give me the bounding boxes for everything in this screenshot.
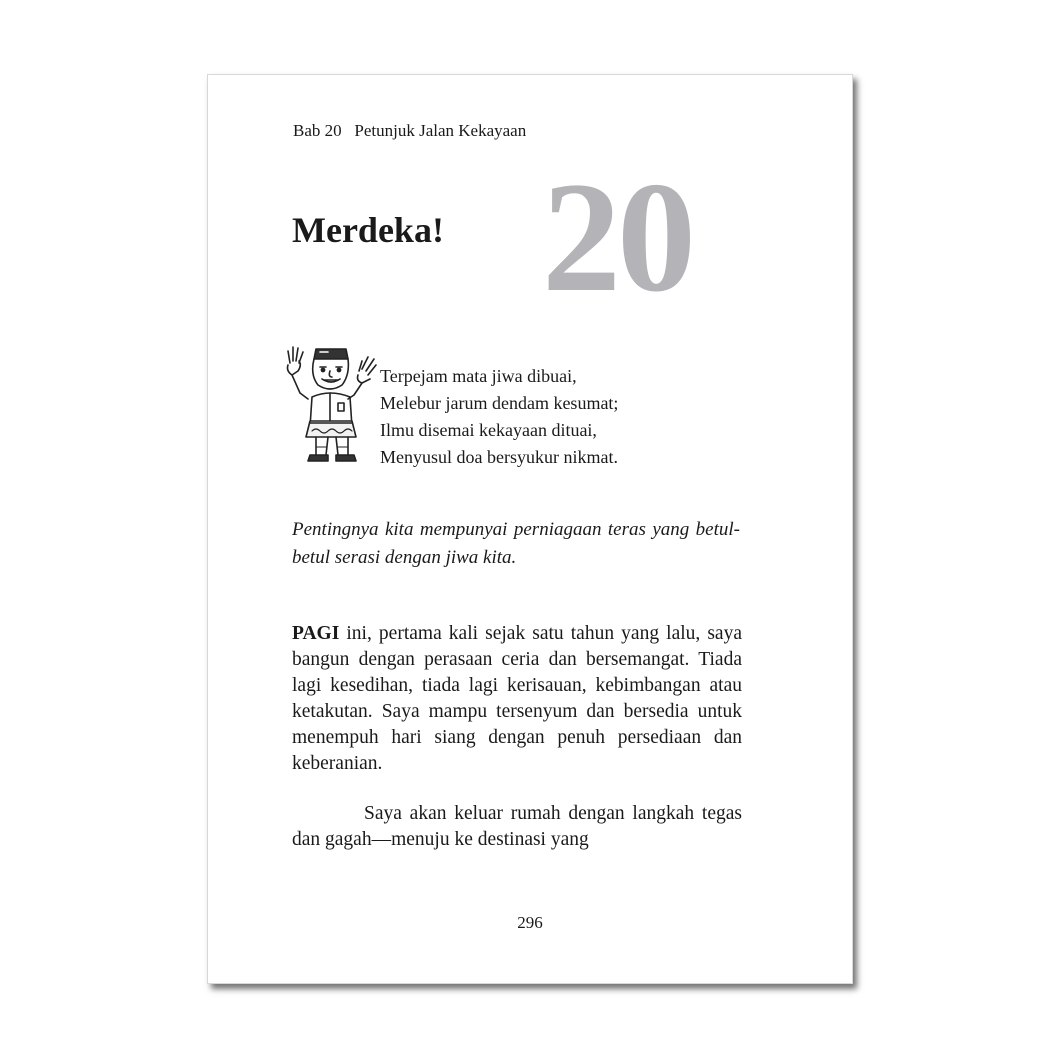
- body-text: [292, 621, 742, 853]
- cartoon-man-illustration: [282, 341, 382, 467]
- paragraph: [292, 621, 742, 777]
- poem-line: Terpejam mata jiwa dibuai,: [380, 366, 577, 386]
- poem-line: Menyusul doa bersyukur nikmat.: [380, 447, 618, 467]
- running-head: Bab 20 Petunjuk Jalan Kekayaan: [293, 121, 527, 140]
- page-number: 296: [517, 913, 543, 932]
- poem-line: Melebur jarum dendam kesumat;: [380, 393, 619, 413]
- chapter-title: Merdeka!: [292, 210, 444, 250]
- poem-line: Ilmu disemai kekayaan dituai,: [380, 420, 597, 440]
- poem: [380, 363, 618, 471]
- paragraph: Saya akan keluar rumah dengan langkah tegas dan gagah—menuju ke destinasi yang: [292, 803, 742, 850]
- paragraph-lead-word: PAGI: [292, 623, 340, 644]
- epigraph: Pentingnya kita mempunyai perniagaan teras yang betul-betul serasi dengan jiwa kita.: [292, 519, 740, 568]
- paragraph-text: ini, pertama kali sejak satu tahun yang lalu, saya bangun dengan perasaan ceria dan bersemangat. Tiada lagi kesedihan, tiada lagi kerisauan, kebimbangan atau ketakutan. Saya mampu tersenyum dan bersedia untuk menempuh hari siang dengan penuh persediaan dan keberanian.: [292, 623, 742, 774]
- chapter-number: 20: [542, 150, 692, 325]
- book-page: [207, 74, 853, 984]
